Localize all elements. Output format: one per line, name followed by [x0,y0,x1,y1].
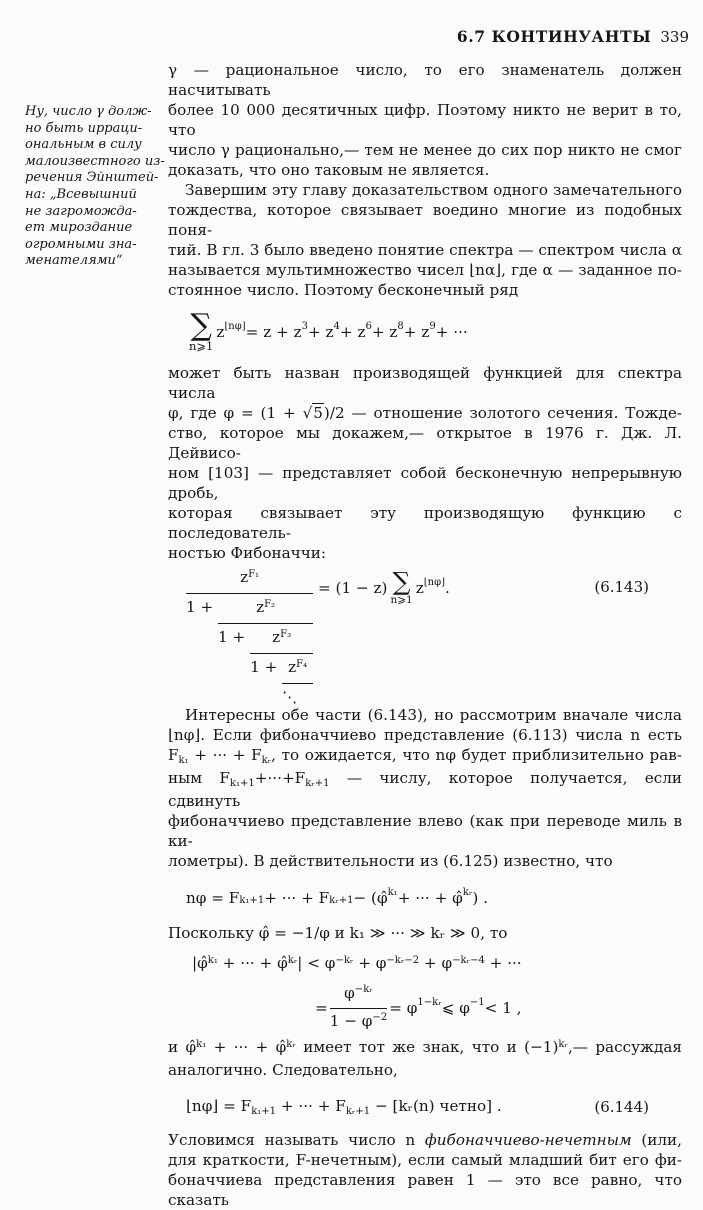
display-sum-series: ∑ n⩾1 z ⌊nφ⌋ = z + z 3 + z 4 + z 6 + z 8 + z 9 + ··· [189,308,468,353]
superscript: −2 [372,1012,388,1024]
denominator: 1 + $z^{F_2}$ 1 + $z^{F_3}$ 1 + $\frac{z^{F_4}}{⋱}$ [186,594,313,707]
superscript: F₁ [248,568,260,580]
superscript: 4 [333,320,340,332]
paragraph-spectrum [168,180,682,300]
text-line: Условимся называть число n фибоначчиево-нечетным (или, [168,1131,682,1149]
square-root: √5 [302,404,323,422]
text-line: число γ рационально,— тем не менее до сих пор никто не смог [168,141,682,159]
fraction [330,983,387,1034]
text-line: называется мультимножество чисел ⌊nα⌋, где α — заданное по- [168,261,682,279]
sum-limits: n⩾1 [189,339,214,353]
superscript: kᵣ [558,1038,568,1050]
sum-limits: n⩾1 [390,594,413,606]
text-line: Завершим эту главу доказательством одного замечательного [185,181,682,199]
text-line: но быть ирраци- [25,120,143,136]
superscript: 3 [301,320,308,332]
subscript: k₁ [178,755,189,767]
text-line: боначчиева представления равен 1 — это все равно, что сказать [168,1171,682,1209]
sum-symbol: ∑ [392,567,411,596]
sum-operator [390,567,413,606]
text-line: малоизвестного из- [25,153,165,169]
superscript: −kᵣ [354,984,373,996]
text-line: и φ̂$^{k_1}$ + ··· + φ̂$^{kᵣ}$ имеет тот же знак, что и $(-1)^{kᵣ},—$ рассуждая [168,1038,683,1056]
denominator [282,684,313,707]
paragraph-golden-ratio [168,363,682,563]
equation-6144-body: ⌊nφ⌋ = $F_{k_1+1}$ + ··· + $F_{kᵣ+1}$ − [kᵣ(n) четно] . [186,1096,502,1117]
text-line: доказать, что оно таковым не является. [168,161,490,179]
text-line: может быть назван производящей функцией для спектра числа [168,364,682,402]
text-line: фибоначчиево представление влево (как при переводе миль в ки- [168,812,682,850]
superscript: 6 [365,320,372,332]
text-line: аналогично. Следовательно, [168,1061,398,1079]
numerator: $z^{F_4}$ [282,657,313,684]
numerator: $z^{F_1}$ [186,567,313,594]
superscript: ⌊nφ⌋ [423,576,445,588]
subscript: kᵣ+1 [345,1105,371,1117]
text-line: ном [103] — представляет собой бесконечную непрерывную дробь, [168,464,682,502]
superscript: 8 [397,320,404,332]
equation-tag-6144: (6.144) [594,1098,649,1116]
text-line: тождества, которое связывает воедино многие из подобных поня- [168,201,682,239]
sum-operator [189,308,214,353]
radicand: 5 [313,404,323,422]
text-line: Ну, число γ долж- [25,104,152,119]
paragraph-f-odd [168,1130,682,1210]
subscript: k₁+1 [229,778,255,790]
section-title: 6.7 КОНТИНУАНТЫ [456,27,652,46]
inequality-line-1: |φ̂$^{k_1}$ + ··· + φ̂$^{kᵣ}$| < $\varphi^{-kᵣ} + \varphi^{-kᵣ-2} + \varphi^{-kᵣ-4}$ + ··· [192,954,522,972]
text-line: лометры). В действительности из (6.125) известно, что [168,852,613,870]
paragraph-gamma [168,60,682,180]
text-line: $F_{k_1}$ + ··· + $F_{kᵣ}$, то ожидается, что nφ будет приблизительно рав- [168,746,682,767]
display-inequality [168,953,682,1031]
superscript: kᵣ [287,954,298,966]
subscript: k₁+1 [239,895,265,907]
paragraph-since [168,923,682,943]
text-line: тий. В гл. 3 было введено понятие спектра — спектром числа α [168,241,682,259]
subscript: kᵣ+1 [329,895,354,907]
main-text-column [168,60,682,1210]
text-line: ным $F_{k_1+1}+\cdot\cdot\cdot+F_{kᵣ+1}$ — числу, которое получается, если сдвинуть [168,769,682,810]
margin-note [25,104,165,270]
running-head [457,27,689,47]
superscript: kᵣ [462,886,473,898]
superscript: k₁ [207,954,218,966]
inequality-line-2: = $\frac{\varphi^{-kᵣ}}{1 - \varphi^{-2}}$ = φ 1−kᵣ ⩽ φ −1 < 1 , [315,985,682,1031]
display-equation-6143 [168,567,682,706]
continued-fraction [186,567,313,707]
emphasis-text: фибоначчиево-нечетным [424,1131,632,1149]
text-line: речения Эйнштей- [25,170,159,186]
subscript: k₁+1 [251,1105,277,1117]
superscript: k₁ [387,886,398,898]
superscript: ⌊nφ⌋ [224,320,246,332]
text-line: огромными зна- [25,236,137,252]
text-line: ство, которое мы докажем,— открытое в 1976 г. Дж. Л. Дейвисо- [168,424,682,462]
superscript: k₁ [196,1038,207,1050]
paragraph-same-sign [168,1037,682,1080]
denominator: 1 + $\frac{z^{F_4}}{⋱}$ [250,654,313,707]
superscript: −kᵣ−2 [386,954,420,966]
paragraph-fibonacci-representation [168,705,682,871]
text-line: φ, где φ = (1 + √5)/2 — отношение золотого сечения. Тожде- [168,404,682,422]
fraction [186,567,313,707]
superscript: −kᵣ [335,954,354,966]
numerator: $\varphi^{-kᵣ}$ [330,983,387,1009]
superscript: −kᵣ−4 [452,954,485,966]
text-line: ет мироздание [25,220,133,236]
subscript: kᵣ+1 [305,778,330,790]
equation-tag-6143: (6.143) [594,578,649,596]
text-line: стоянное число. Поэтому бесконечный ряд [168,281,519,299]
text-line: ностью Фибоначчи: [168,544,327,562]
subscript: kᵣ [261,755,272,767]
denominator: $1 - \varphi^{-2}$ [329,1011,388,1030]
denominator: 1 + $z^{F_3}$ 1 + $\frac{z^{F_4}}{⋱}$ [218,624,313,707]
display-nphi-formula: nφ = F k₁+1 + ··· + F kᵣ+1 − (φ̂ k₁ + ··· + φ̂ kᵣ ) . [168,885,682,911]
numerator: $z^{F_3}$ [250,627,313,654]
text-line: ональным в силу [25,137,142,153]
superscript: −1 [469,996,485,1008]
page-number: 339 [660,28,689,46]
text-line: не загроможда- [25,203,137,219]
fraction [218,597,313,707]
text-line: Интересны обе части (6.143), но рассмотрим вначале числа [185,706,682,724]
numerator: $z^{F_2}$ [218,597,313,624]
superscript: 1−kᵣ [417,996,442,1008]
text-line: для краткости, F-нечетным), если самый младший бит его фи- [168,1151,682,1169]
math-text: ⋱ [282,688,300,706]
display-equation-6144 [168,1092,682,1122]
text-line: которая связывает эту производящую функцию с последователь- [168,504,682,542]
text-line: ⌊nφ⌋. Если фибоначчиево представление (6.113) числа n есть [168,726,682,744]
equation-6143-rhs: = (1 − z) ∑ n⩾1 z ⌊nφ⌋ . [318,567,450,606]
superscript: F₂ [264,598,276,610]
text-line: менателями“ [25,253,123,269]
fraction [250,627,313,707]
text-line: Поскольку φ̂ = −1/φ и k₁ ≫ ··· ≫ kᵣ ≫ 0, то [168,924,508,942]
superscript: kᵣ [286,1038,296,1050]
text-line: на: „Всевышний [25,186,137,202]
superscript: 9 [429,320,436,332]
superscript: F₃ [280,628,292,640]
text-line: более 10 000 десятичных цифр. Поэтому никто не верит в то, что [168,101,682,139]
sum-symbol: ∑ [190,308,212,343]
fraction [282,657,313,707]
text-line: γ — рациональное число, то его знаменатель должен насчитывать [168,61,682,99]
superscript: F₄ [296,658,308,670]
